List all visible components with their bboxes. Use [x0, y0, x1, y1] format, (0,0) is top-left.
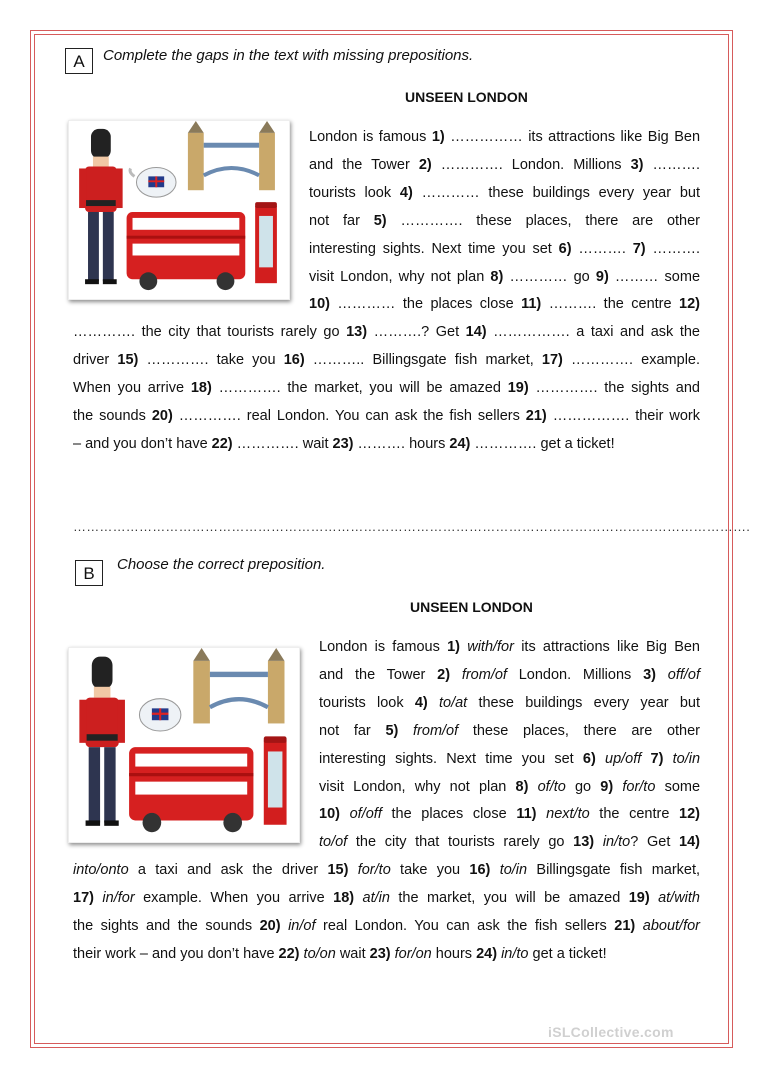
london-clipart-icon [69, 648, 299, 842]
text-line: to/of the city that tourists rarely go 13) in/to? Get 14) [319, 834, 701, 851]
text-line: 10) ………… the places close 11) ………. the centre 12) [309, 296, 700, 313]
london-clipart-icon [69, 121, 289, 299]
text-line: London is famous 1) with/for its attractions like Big Ben [319, 639, 700, 655]
text-line: When you arrive 18) …………. the market, you will be amazed 19) …………. the sights and [73, 380, 700, 397]
text-line: the sights and the sounds 20) in/of real London. You can ask the fish sellers 21) about/for [73, 918, 701, 934]
section-b-title: UNSEEN LONDON [410, 599, 533, 615]
text-line: their work – and you don’t have 22) to/on wait 23) for/on hours 24) in/to get a ticket! [73, 945, 607, 962]
section-a-instruction: Complete the gaps in the text with missing prepositions. [103, 47, 474, 64]
section-divider: ………………………………………………………………………………………………………………………………………. [73, 519, 751, 534]
text-line: into/onto a taxi and ask the driver 15) for/to take you 16) to/in Billingsgate fish market, [73, 862, 701, 879]
london-illustration [68, 120, 290, 300]
section-a-title: UNSEEN LONDON [405, 89, 528, 105]
text-line: and the Tower 2) …………. London. Millions 3) ………. [309, 156, 701, 173]
section-b-label: B [75, 560, 103, 586]
text-line: not far 5) …………. these places, there are other [309, 212, 701, 229]
text-line: visit London, why not plan 8) of/to go 9) for/to some [319, 778, 701, 795]
text-line: tourists look 4) ………… these buildings every year but [309, 184, 700, 201]
text-line: 10) of/off the places close 11) next/to the centre 12) [319, 806, 701, 823]
watermark: iSLCollective.com [548, 1024, 674, 1040]
text-line: visit London, why not plan 8) ………… go 9) ……… some [309, 268, 701, 285]
london-illustration [68, 647, 300, 843]
text-line: interesting sights. Next time you set 6) up/off 7) to/in [319, 750, 701, 767]
text-line: 17) in/for example. When you arrive 18) at/in the market, you will be amazed 19) at/with [73, 890, 701, 907]
text-line: the sounds 20) …………. real London. You can ask the fish sellers 21) ……………. their work [73, 408, 700, 424]
text-line: and the Tower 2) from/of London. Millions 3) off/of [319, 666, 701, 683]
text-line: London is famous 1) …………… its attractions like Big Ben [309, 129, 701, 145]
text-line: interesting sights. Next time you set 6) ………. 7) ………. [309, 240, 700, 257]
section-b-instruction: Choose the correct preposition. [117, 556, 326, 573]
text-line: tourists look 4) to/at these buildings every year but [319, 694, 700, 711]
text-line: – and you don’t have 22) …………. wait 23) ………. hours 24) …………. get a ticket! [73, 435, 615, 452]
text-line: not far 5) from/of these places, there are other [319, 722, 701, 739]
text-line: driver 15) …………. take you 16) ……….. Billingsgate fish market, 17) …………. example. [73, 352, 701, 369]
section-a-label: A [65, 48, 93, 74]
text-line: …………. the city that tourists rarely go 13) ……….? Get 14) ……………. a taxi and ask the [73, 324, 700, 341]
